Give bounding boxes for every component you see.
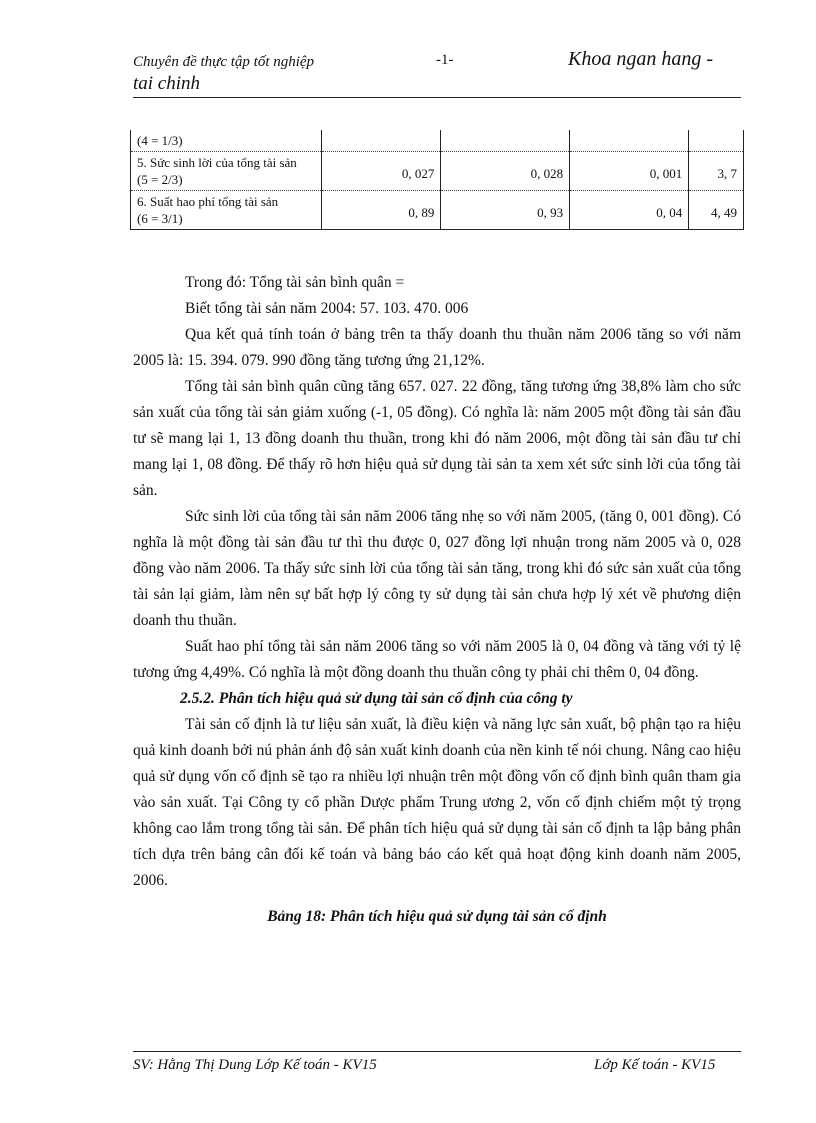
document-body <box>133 270 741 930</box>
paragraph: Suất hao phí tổng tài sản năm 2006 tăng so với năm 2005 là 0, 04 đồng và tăng với tỷ lệ tương ứng 4,49%. Có nghĩa là một đồng doanh thu thuần công ty phải chi thêm 0, 04 đồng. <box>133 638 741 681</box>
table-row <box>131 152 744 191</box>
table-cell: 3, 7 <box>689 152 744 191</box>
table-cell: 0, 04 <box>570 191 689 230</box>
paragraph: Qua kết quả tính toán ở bảng trên ta thấy doanh thu thuần năm 2006 tăng so với năm 2005 là: 15. 394. 079. 990 đồng tăng tương ứng 21,12%. <box>133 326 741 369</box>
table-row <box>131 191 744 230</box>
header-rule <box>133 97 741 98</box>
header-left <box>133 52 314 96</box>
section-heading: 2.5.2. Phân tích hiệu quả sử dụng tài sản cố định của công ty <box>180 690 573 707</box>
table-cell-label: 6. Suất hao phí tổng tài sản (6 = 3/1) <box>131 191 322 230</box>
table-cell: 4, 49 <box>689 191 744 230</box>
table-cell: 0, 001 <box>570 152 689 191</box>
table-cell <box>322 130 441 152</box>
paragraph: Tổng tài sản bình quân cũng tăng 657. 027. 22 đồng, tăng tương ứng 38,8% làm cho sức sản xuất của tổng tài sản giảm xuống (-1, 05 đồng). Có nghĩa là: năm 2005 một đồng tài sản đầu tư sẽ mang lại 1, 13 đồng doanh thu thuần, trong khi đó năm 2006, một đồng tài sản đầu tư chỉ mang lại 1, 08 đồng. Để thấy rõ hơn hiệu quả sử dụng tài sản ta xem xét sức sinh lời của tổng tài sản. <box>133 378 741 499</box>
efficiency-table <box>130 130 744 230</box>
table-cell-label: 5. Sức sinh lời của tổng tài sản (5 = 2/3) <box>131 152 322 191</box>
table-cell: 0, 028 <box>441 152 570 191</box>
table-cell <box>689 130 744 152</box>
table-cell-label: (4 = 1/3) <box>131 130 322 152</box>
footer-rule <box>133 1051 741 1052</box>
header-subject-cont: tai chinh <box>133 73 201 94</box>
header-subject: Chuyên đề thực tập tốt nghiệp <box>133 54 315 70</box>
footer-student: SV: Hằng Thị Dung Lớp Kế toán - KV15 <box>133 1057 377 1073</box>
table-cell <box>441 130 570 152</box>
paragraph: Sức sinh lời của tổng tài sản năm 2006 tăng nhẹ so với năm 2005, (tăng 0, 001 đồng). Có nghĩa là một đồng tài sản đầu tư thì thu được 0, 027 đồng lợi nhuận trong năm 2005 và 0, 028 đồng vào năm 2006. Ta thấy sức sinh lời của tổng tài sản tăng, trong khi đó sức sản xuất của tổng tài sản lại giảm, làm nên sự bất hợp lý công ty sử dụng tài sản chưa hợp lý xét về phương diện doanh thu thuần. <box>133 508 741 629</box>
table-cell: 0, 027 <box>322 152 441 191</box>
footer-class: Lớp Kế toán - KV15 <box>594 1057 716 1073</box>
table-row <box>131 130 744 152</box>
paragraph: Trong đó: Tổng tài sản bình quân = <box>185 274 405 291</box>
page-number: -1- <box>436 52 454 68</box>
paragraph: Tài sản cố định là tư liệu sản xuất, là điều kiện và năng lực sản xuất, bộ phận tạo ra hiệu quả kinh doanh bởi nú phản ánh độ sản xuất kinh doanh của nền kinh tế nói chung. Nâng cao hiệu quả sử dụng vốn cố định sẽ tạo ra nhiều lợi nhuận trên một đồng vốn cố định bình quân tham gia vào sản xuất. Tại Công ty cổ phần Dược phẩm Trung ương 2, vốn cố định chiếm một tỷ trọng không cao lắm trong tổng tài sản. Để phân tích hiệu quả sử dụng tài sản cố định ta lập bảng phân tích dựa trên bảng cân đối kế toán và bảng báo cáo kết quả hoạt động kinh doanh năm 2005, 2006. <box>133 716 741 889</box>
table-cell <box>570 130 689 152</box>
paragraph: Biết tổng tài sản năm 2004: 57. 103. 470. 006 <box>185 300 469 317</box>
table-cell: 0, 93 <box>441 191 570 230</box>
table-cell: 0, 89 <box>322 191 441 230</box>
table-caption: Bảng 18: Phân tích hiệu quả sử dụng tài sản cố định <box>267 908 607 925</box>
header-faculty: Khoa ngan hang - <box>568 48 713 70</box>
